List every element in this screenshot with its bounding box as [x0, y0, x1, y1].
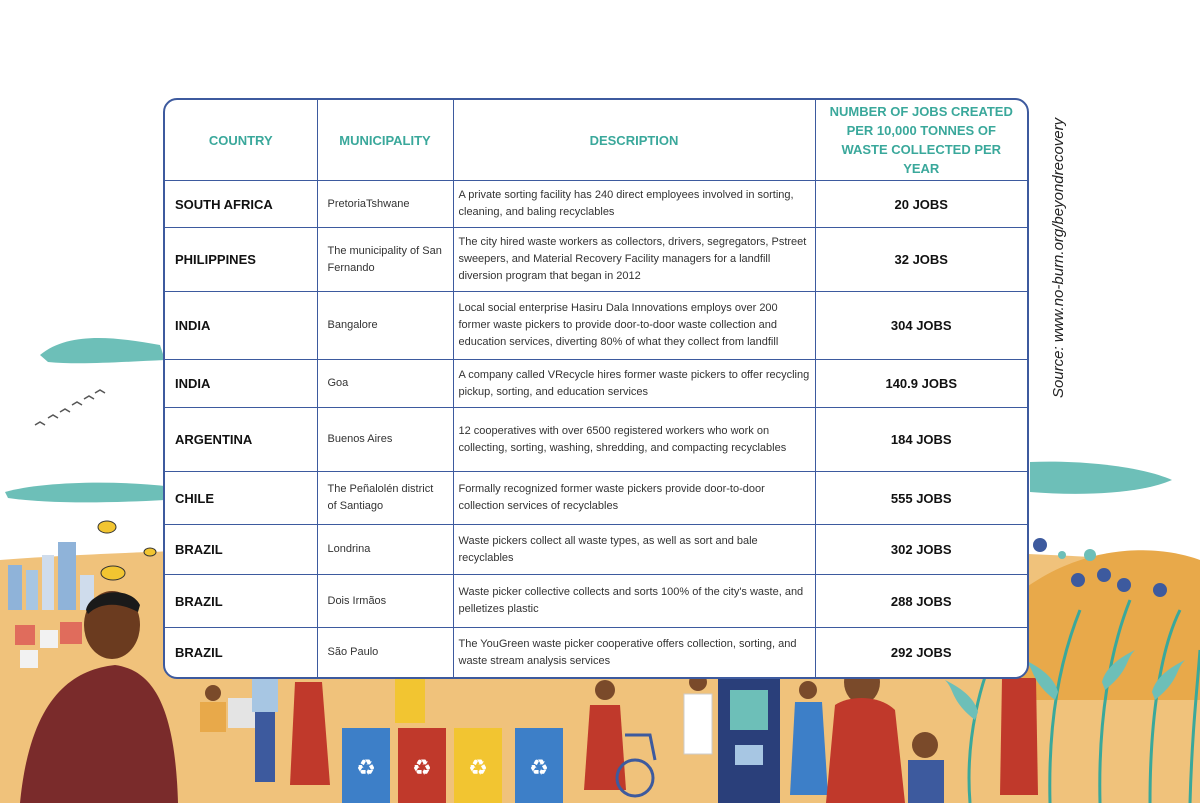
jobs-cell: 140.9 JOBS: [815, 360, 1027, 408]
country-cell: BRAZIL: [165, 575, 317, 628]
jobs-cell: 32 JOBS: [815, 228, 1027, 292]
municipality-cell: Buenos Aires: [317, 408, 453, 472]
table-row: [165, 360, 1027, 408]
cloud-icon: [5, 483, 165, 503]
table-row: [165, 525, 1027, 575]
svg-text:♻: ♻: [529, 756, 549, 781]
header-description: DESCRIPTION: [453, 100, 815, 181]
municipality-cell: Dois Irmãos: [317, 575, 453, 628]
svg-text:♻: ♻: [412, 756, 432, 781]
country-cell: INDIA: [165, 360, 317, 408]
municipality-cell: São Paulo: [317, 628, 453, 678]
description-cell: Formally recognized former waste pickers provide door-to-door collection services of recyclables: [453, 472, 815, 525]
table-row: [165, 628, 1027, 678]
country-cell: CHILE: [165, 472, 317, 525]
description-cell: A private sorting facility has 240 direct employees involved in sorting, cleaning, and baling recyclables: [453, 181, 815, 228]
municipality-cell: The municipality of San Fernando: [317, 228, 453, 292]
cloud-icon: [40, 338, 165, 363]
description-cell: Waste pickers collect all waste types, as well as sort and bale recyclables: [453, 525, 815, 575]
svg-text:♻: ♻: [356, 756, 376, 781]
table-header-row: [165, 100, 1027, 181]
municipality-cell: PretoriaTshwane: [317, 181, 453, 228]
header-municipality: MUNICIPALITY: [317, 100, 453, 181]
country-cell: INDIA: [165, 292, 317, 360]
table-row: [165, 472, 1027, 525]
description-cell: 12 cooperatives with over 6500 registered workers who work on collecting, sorting, washing, shredding, and compacting recyclables: [453, 408, 815, 472]
header-jobs: NUMBER OF JOBS CREATED PER 10,000 TONNES OF WASTE COLLECTED PER YEAR: [815, 100, 1027, 181]
jobs-cell: 302 JOBS: [815, 525, 1027, 575]
country-cell: BRAZIL: [165, 525, 317, 575]
jobs-table: [165, 100, 1027, 678]
table-row: [165, 228, 1027, 292]
country-cell: ARGENTINA: [165, 408, 317, 472]
jobs-table-card: [163, 98, 1029, 679]
description-cell: The city hired waste workers as collectors, drivers, segregators, Pstreet sweepers, and Material Recovery Facility managers for a landfill diversion program that began in 2012: [453, 228, 815, 292]
table-row: [165, 575, 1027, 628]
description-cell: The YouGreen waste picker cooperative offers collection, sorting, and waste stream analysis services: [453, 628, 815, 678]
svg-text:♻: ♻: [468, 756, 488, 781]
municipality-cell: The Peñalolén district of Santiago: [317, 472, 453, 525]
description-cell: Waste picker collective collects and sorts 100% of the city's waste, and pelletizes plastic: [453, 575, 815, 628]
jobs-cell: 292 JOBS: [815, 628, 1027, 678]
municipality-cell: Bangalore: [317, 292, 453, 360]
country-cell: SOUTH AFRICA: [165, 181, 317, 228]
table-row: [165, 292, 1027, 360]
vending-machine-icon: [718, 672, 780, 803]
country-cell: PHILIPPINES: [165, 228, 317, 292]
jobs-cell: 288 JOBS: [815, 575, 1027, 628]
jobs-cell: 304 JOBS: [815, 292, 1027, 360]
municipality-cell: Goa: [317, 360, 453, 408]
table-row: [165, 181, 1027, 228]
cloud-icon: [1030, 462, 1172, 494]
jobs-cell: 20 JOBS: [815, 181, 1027, 228]
country-cell: BRAZIL: [165, 628, 317, 678]
jobs-cell: 555 JOBS: [815, 472, 1027, 525]
bird-flock-icon: [35, 390, 105, 425]
description-cell: Local social enterprise Hasiru Dala Innovations employs over 200 former waste pickers to provide door-to-door waste collection and education services, diverting 80% of what they collect from landfill: [453, 292, 815, 360]
description-cell: A company called VRecycle hires former waste pickers to offer recycling pickup, sorting, and education services: [453, 360, 815, 408]
source-credit: Source: www.no-burn.org/beyondrecovery: [1050, 117, 1067, 398]
table-row: [165, 408, 1027, 472]
jobs-cell: 184 JOBS: [815, 408, 1027, 472]
municipality-cell: Londrina: [317, 525, 453, 575]
header-country: COUNTRY: [165, 100, 317, 181]
